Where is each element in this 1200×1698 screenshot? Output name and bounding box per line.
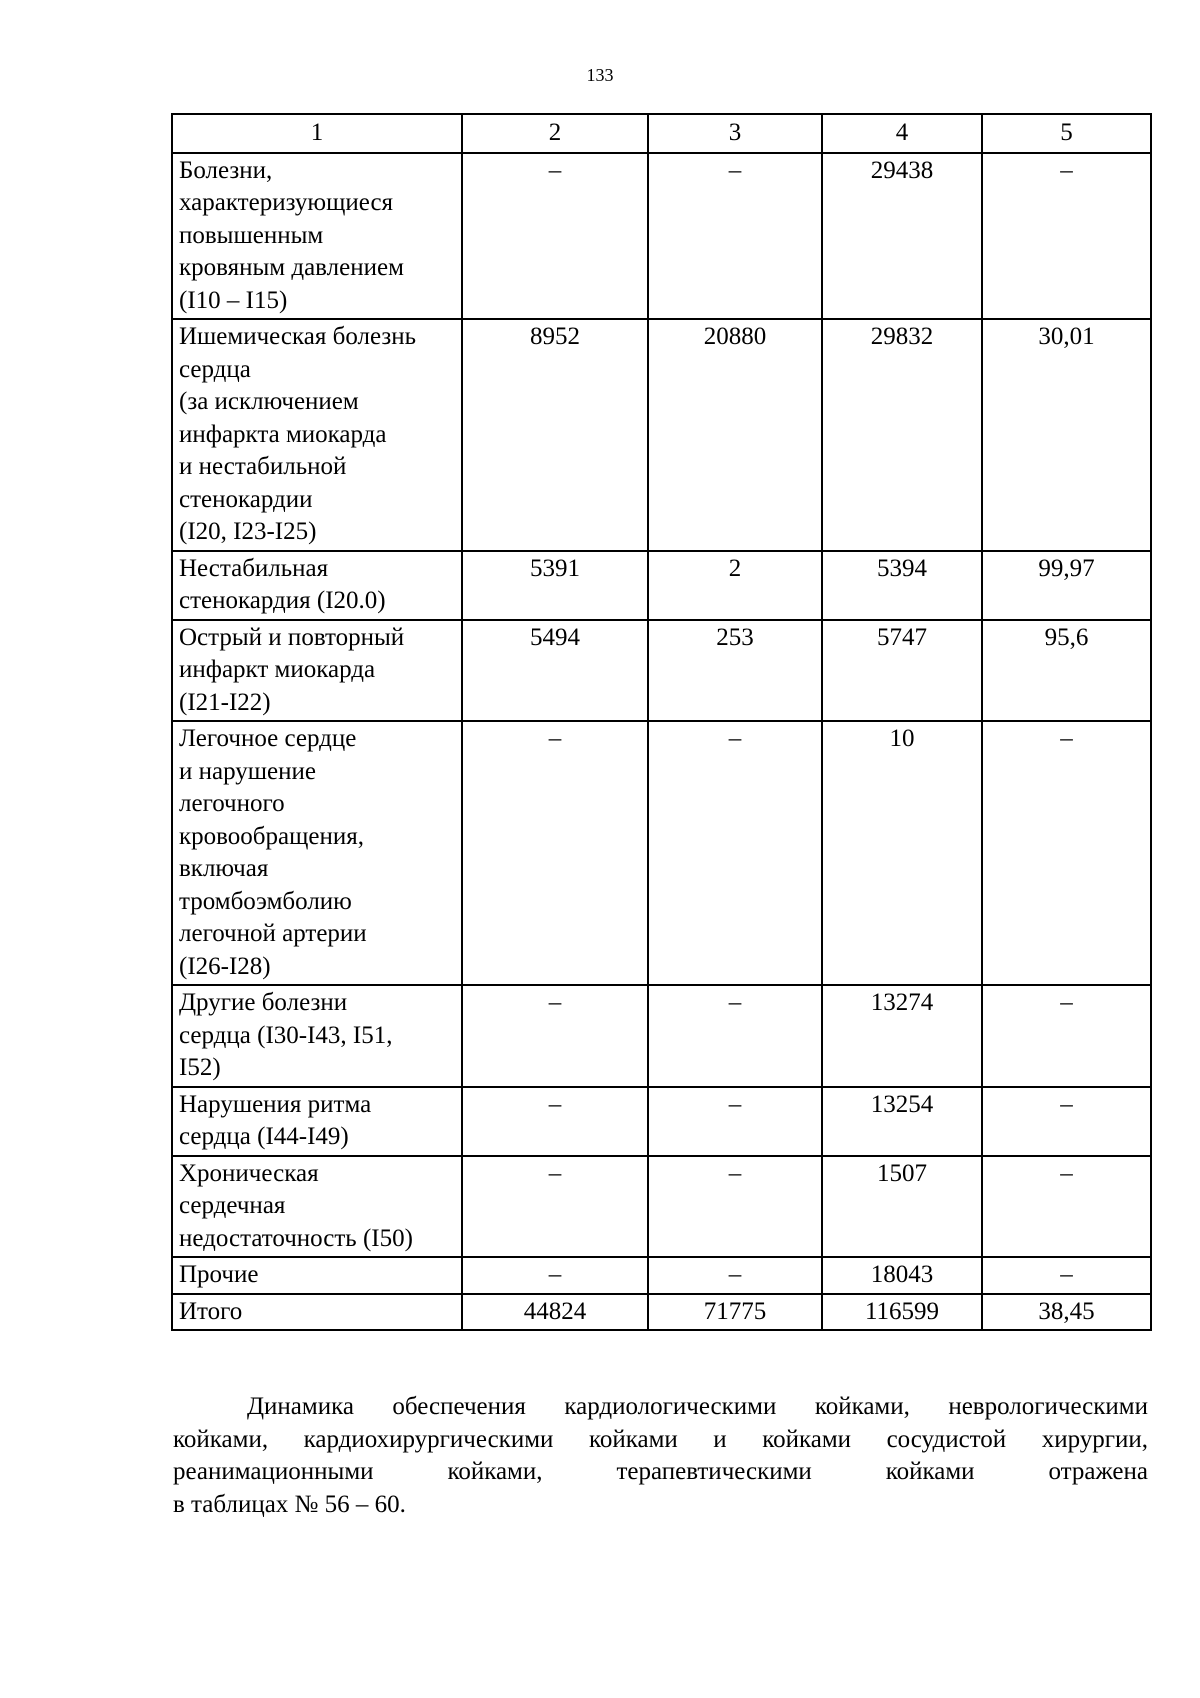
- column-header-4: 4: [822, 114, 982, 153]
- value-cell-col-2: –: [462, 1087, 648, 1156]
- paragraph-line: реанимационными койками, терапевтическими койками отражена: [173, 1458, 1148, 1485]
- row-label-cell: [172, 551, 462, 620]
- value-cell-col-2: –: [462, 1257, 648, 1294]
- row-label-line: Итого: [179, 1297, 243, 1325]
- value-cell-col-3: 2: [648, 551, 822, 620]
- body-paragraph: [173, 1391, 1148, 1521]
- value-cell-col-5: –: [982, 1087, 1151, 1156]
- value-cell-col-4: 1507: [822, 1156, 982, 1258]
- row-label-cell: [172, 721, 462, 985]
- row-label-line: сердца: [179, 355, 251, 383]
- paragraph-line: в таблицах № 56 – 60.: [173, 1490, 406, 1518]
- table-row: [172, 319, 1151, 551]
- row-label-line: и нарушение: [179, 757, 316, 785]
- row-label-line: Нарушения ритма: [179, 1090, 372, 1118]
- table-body: [172, 153, 1151, 1331]
- table-header-row: [172, 114, 1151, 153]
- row-label-line: (I21-I22): [179, 688, 271, 716]
- value-cell-col-2: 44824: [462, 1294, 648, 1331]
- value-cell-col-4: 5394: [822, 551, 982, 620]
- row-label-cell: [172, 1156, 462, 1258]
- row-label-line: (I10 – I15): [179, 286, 288, 314]
- value-cell-col-2: 5391: [462, 551, 648, 620]
- value-cell-col-4: 116599: [822, 1294, 982, 1331]
- row-label-line: I52): [179, 1054, 221, 1081]
- column-header-5: 5: [982, 114, 1151, 153]
- row-label-line: инфаркта миокарда: [179, 420, 387, 448]
- row-label-line: недостаточность (I50): [179, 1224, 413, 1252]
- value-cell-col-5: 95,6: [982, 620, 1151, 722]
- row-label-line: кровяным давлением: [179, 254, 404, 281]
- row-label-line: (I20, I23-I25): [179, 518, 317, 545]
- value-cell-col-4: 29832: [822, 319, 982, 551]
- row-label-cell: [172, 319, 462, 551]
- data-table: [171, 113, 1152, 1331]
- row-label-line: характеризующиеся: [179, 189, 394, 216]
- column-header-1: 1: [172, 114, 462, 153]
- value-cell-col-5: –: [982, 1257, 1151, 1294]
- row-label-cell: [172, 1294, 462, 1331]
- value-cell-col-2: 8952: [462, 319, 648, 551]
- table-row: [172, 551, 1151, 620]
- value-cell-col-4: 5747: [822, 620, 982, 722]
- table-row: [172, 620, 1151, 722]
- row-label-cell: [172, 620, 462, 722]
- value-cell-col-2: –: [462, 985, 648, 1087]
- row-label-line: легочной артерии: [179, 920, 367, 947]
- value-cell-col-4: 29438: [822, 153, 982, 320]
- row-label-cell: [172, 985, 462, 1087]
- row-label-line: (I26-I28): [179, 952, 271, 980]
- value-cell-col-4: 13254: [822, 1087, 982, 1156]
- row-label-line: Острый и повторный: [179, 623, 405, 651]
- table-row: [172, 721, 1151, 985]
- table-row: [172, 153, 1151, 320]
- row-label-cell: [172, 1087, 462, 1156]
- table-row: [172, 1156, 1151, 1258]
- value-cell-col-4: 10: [822, 721, 982, 985]
- table-row: [172, 985, 1151, 1087]
- row-label-cell: [172, 1257, 462, 1294]
- paragraph-line: Динамика обеспечения кардиологическими койками, неврологическими: [247, 1393, 1148, 1420]
- table-row: [172, 1257, 1151, 1294]
- value-cell-col-5: –: [982, 721, 1151, 985]
- row-label-line: сердечная: [179, 1192, 286, 1219]
- value-cell-col-2: –: [462, 153, 648, 320]
- row-label-line: кровообращения,: [179, 822, 364, 850]
- value-cell-col-5: –: [982, 1156, 1151, 1258]
- row-label-line: легочного: [179, 790, 285, 817]
- value-cell-col-3: –: [648, 985, 822, 1087]
- row-label-line: (за исключением: [179, 388, 359, 415]
- row-label-line: Ишемическая болезнь: [179, 323, 417, 350]
- row-label-line: стенокардии: [179, 485, 313, 513]
- row-label-line: Другие болезни: [179, 989, 348, 1016]
- value-cell-col-3: 20880: [648, 319, 822, 551]
- value-cell-col-2: –: [462, 1156, 648, 1258]
- value-cell-col-3: 71775: [648, 1294, 822, 1331]
- column-header-2: 2: [462, 114, 648, 153]
- value-cell-col-4: 18043: [822, 1257, 982, 1294]
- row-label-line: Прочие: [179, 1261, 259, 1288]
- value-cell-col-5: 30,01: [982, 319, 1151, 551]
- value-cell-col-5: 99,97: [982, 551, 1151, 620]
- row-label-cell: [172, 153, 462, 320]
- row-label-line: стенокардия (I20.0): [179, 587, 386, 614]
- value-cell-col-3: 253: [648, 620, 822, 722]
- row-label-line: Легочное сердце: [179, 725, 357, 752]
- table-row: [172, 1294, 1151, 1331]
- value-cell-col-3: –: [648, 153, 822, 320]
- row-label-line: инфаркт миокарда: [179, 656, 376, 683]
- row-label-line: Хроническая: [179, 1159, 319, 1187]
- value-cell-col-4: 13274: [822, 985, 982, 1087]
- value-cell-col-5: –: [982, 985, 1151, 1087]
- value-cell-col-3: –: [648, 1156, 822, 1258]
- column-header-3: 3: [648, 114, 822, 153]
- row-label-line: сердца (I30-I43, I51,: [179, 1021, 393, 1049]
- row-label-line: включая: [179, 855, 269, 882]
- value-cell-col-5: –: [982, 153, 1151, 320]
- row-label-line: Нестабильная: [179, 554, 329, 582]
- value-cell-col-3: –: [648, 721, 822, 985]
- row-label-line: повышенным: [179, 221, 324, 249]
- value-cell-col-3: –: [648, 1087, 822, 1156]
- row-label-line: тромбоэмболию: [179, 887, 352, 915]
- value-cell-col-5: 38,45: [982, 1294, 1151, 1331]
- table-row: [172, 1087, 1151, 1156]
- page-number: 133: [586, 65, 614, 85]
- row-label-line: Болезни,: [179, 156, 273, 184]
- row-label-line: сердца (I44-I49): [179, 1123, 349, 1150]
- row-label-line: и нестабильной: [179, 453, 347, 480]
- value-cell-col-2: –: [462, 721, 648, 985]
- value-cell-col-3: –: [648, 1257, 822, 1294]
- value-cell-col-2: 5494: [462, 620, 648, 722]
- paragraph-line: койками, кардиохирургическими койками и койками сосудистой хирургии,: [173, 1425, 1148, 1453]
